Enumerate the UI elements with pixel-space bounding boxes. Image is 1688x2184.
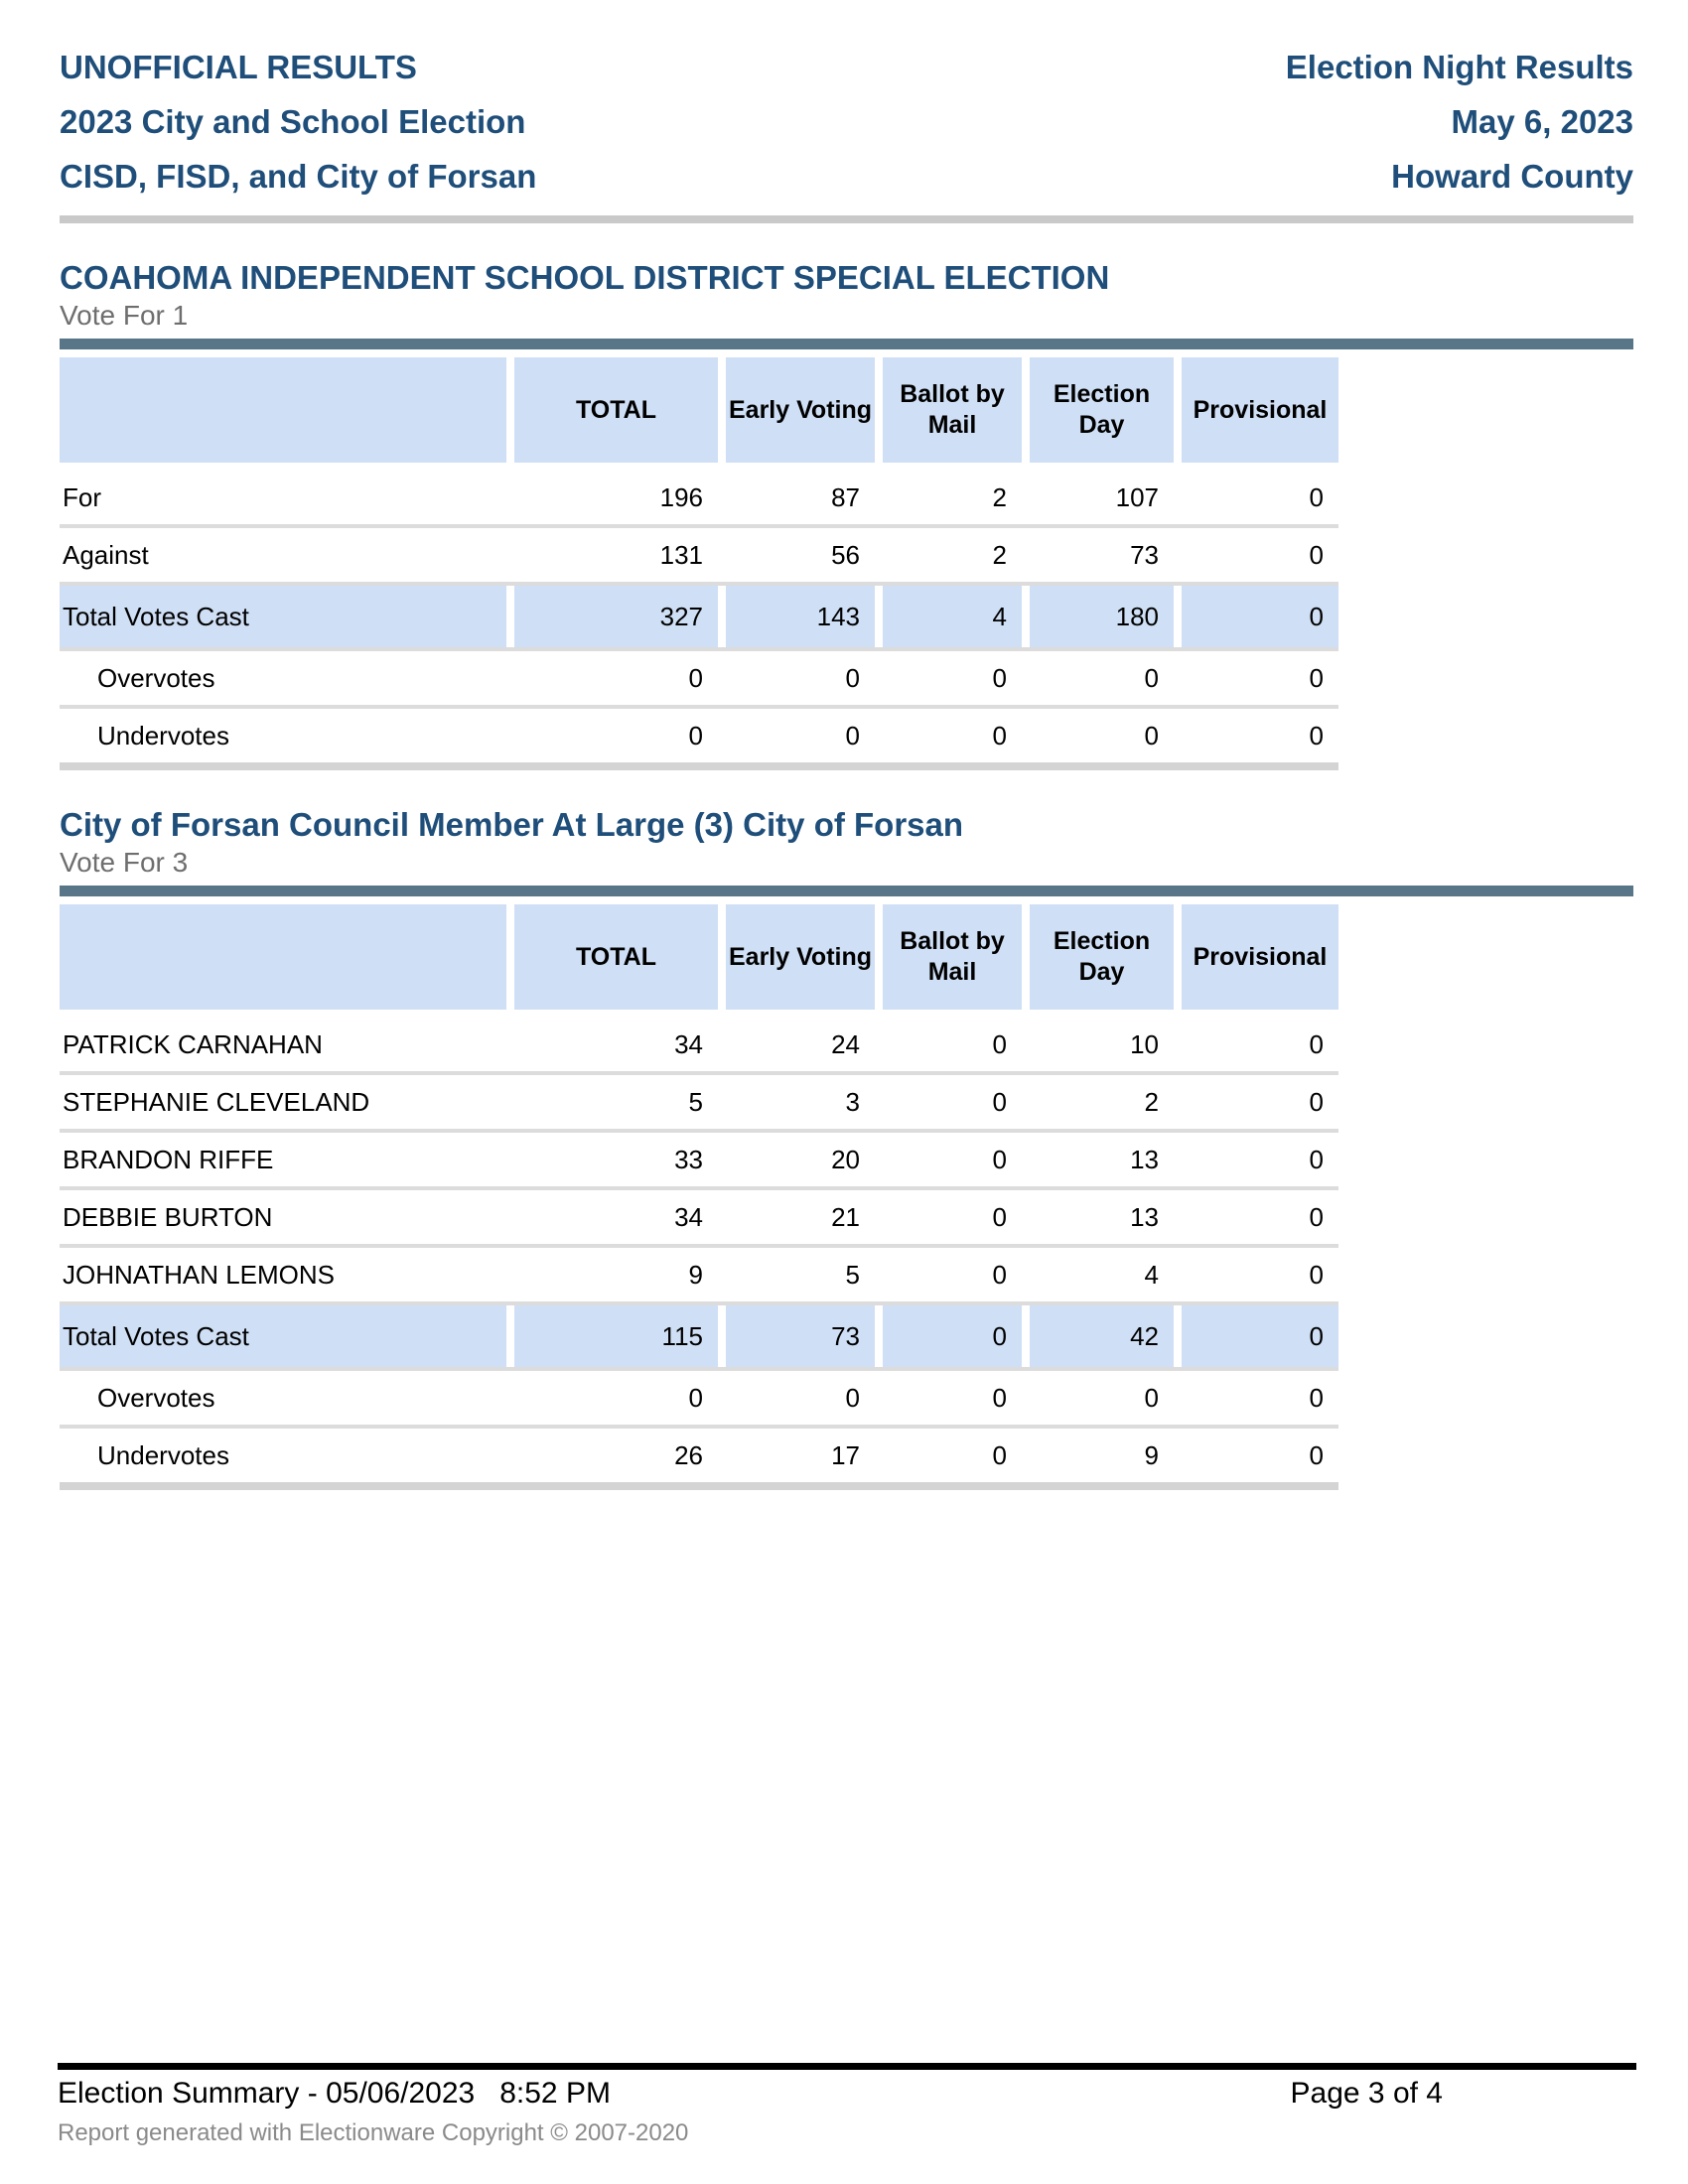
table-row-overvotes [60, 651, 1338, 709]
report-header [60, 40, 1633, 204]
table-row-total-votes-cast [60, 586, 1338, 651]
header-divider [60, 215, 1633, 223]
cell-early-voting: 21 [831, 1201, 860, 1232]
cell-ballot-by-mail: 0 [992, 1259, 1007, 1290]
row-label: Overvotes [97, 1382, 215, 1413]
cell-election-day: 0 [1144, 662, 1159, 693]
cell-total: 131 [659, 539, 703, 570]
table-row-for [60, 471, 1338, 528]
cell-ballot-by-mail: 0 [992, 1382, 1007, 1413]
cell-election-day: 180 [1030, 586, 1174, 647]
table-row-undervotes [60, 1429, 1338, 1490]
report-footer [58, 2063, 1636, 2147]
header-right-line-2: May 6, 2023 [1451, 103, 1633, 140]
cell-ballot-by-mail: 0 [992, 1201, 1007, 1232]
cell-early-voting: 17 [831, 1439, 860, 1470]
row-label: Undervotes [97, 720, 229, 751]
cell-election-day: 0 [1144, 1382, 1159, 1413]
cell-election-day: 10 [1130, 1028, 1159, 1059]
row-label: STEPHANIE CLEVELAND [63, 1086, 370, 1117]
col-header-election-day: Election Day [1030, 904, 1174, 1010]
table-row-undervotes [60, 709, 1338, 770]
row-label: Total Votes Cast [60, 586, 506, 647]
table-row-candidate [60, 1190, 1338, 1248]
cell-ballot-by-mail: 0 [992, 1086, 1007, 1117]
cell-total: 196 [659, 481, 703, 512]
contest-section-1 [60, 259, 1633, 770]
cell-ballot-by-mail: 0 [883, 1305, 1022, 1367]
footer-summary: Election Summary - 05/06/2023 8:52 PM [58, 2077, 611, 2110]
cell-provisional: 0 [1309, 1144, 1324, 1174]
col-header-spacer [60, 904, 506, 1010]
cell-ballot-by-mail: 0 [992, 720, 1007, 751]
col-header-spacer [60, 357, 506, 463]
vote-for-label: Vote For 3 [60, 847, 189, 878]
cell-ballot-by-mail: 0 [992, 1028, 1007, 1059]
cell-election-day: 4 [1144, 1259, 1159, 1290]
cell-provisional: 0 [1309, 1086, 1324, 1117]
cell-early-voting: 3 [845, 1086, 860, 1117]
cell-ballot-by-mail: 0 [992, 1144, 1007, 1174]
cell-provisional: 0 [1309, 1028, 1324, 1059]
cell-ballot-by-mail: 0 [992, 1439, 1007, 1470]
cell-provisional: 0 [1309, 662, 1324, 693]
row-label: For [63, 481, 101, 512]
col-header-provisional: Provisional [1182, 904, 1338, 1010]
results-table [60, 904, 1338, 1490]
header-right [1286, 40, 1633, 204]
footer-copyright: Report generated with Electionware Copyright © 2007-2020 [58, 2119, 689, 2146]
cell-ballot-by-mail: 4 [883, 586, 1022, 647]
cell-election-day: 9 [1144, 1439, 1159, 1470]
cell-election-day: 73 [1130, 539, 1159, 570]
cell-early-voting: 0 [845, 1382, 860, 1413]
cell-ballot-by-mail: 0 [992, 662, 1007, 693]
col-header-provisional: Provisional [1182, 357, 1338, 463]
header-right-line-1: Election Night Results [1285, 49, 1633, 85]
cell-early-voting: 56 [831, 539, 860, 570]
table-header-row [60, 357, 1338, 463]
cell-total: 34 [674, 1201, 703, 1232]
cell-total: 0 [688, 720, 703, 751]
cell-ballot-by-mail: 2 [992, 481, 1007, 512]
cell-provisional: 0 [1309, 720, 1324, 751]
footer-row [58, 2077, 1636, 2111]
cell-provisional: 0 [1309, 1201, 1324, 1232]
row-label: Total Votes Cast [60, 1305, 506, 1367]
col-header-total: TOTAL [514, 357, 718, 463]
cell-total: 5 [688, 1086, 703, 1117]
vote-for-label: Vote For 1 [60, 300, 189, 331]
cell-provisional: 0 [1309, 1259, 1324, 1290]
table-row-against [60, 528, 1338, 586]
contest-section-2 [60, 806, 1633, 1490]
table-row-total-votes-cast [60, 1305, 1338, 1371]
cell-election-day: 2 [1144, 1086, 1159, 1117]
cell-early-voting: 20 [831, 1144, 860, 1174]
contest-title: City of Forsan Council Member At Large (3) City of Forsan [60, 806, 964, 843]
row-label: DEBBIE BURTON [63, 1201, 273, 1232]
cell-early-voting: 0 [845, 720, 860, 751]
col-header-early-voting: Early Voting [726, 357, 875, 463]
col-header-early-voting: Early Voting [726, 904, 875, 1010]
header-left-line-1: UNOFFICIAL RESULTS [60, 49, 417, 85]
cell-election-day: 107 [1115, 481, 1159, 512]
table-row-candidate [60, 1248, 1338, 1305]
cell-total: 33 [674, 1144, 703, 1174]
cell-election-day: 42 [1030, 1305, 1174, 1367]
table-row-candidate [60, 1075, 1338, 1133]
header-left-line-2: 2023 City and School Election [60, 103, 526, 140]
row-label: Overvotes [97, 662, 215, 693]
table-row-overvotes [60, 1371, 1338, 1429]
cell-early-voting: 143 [726, 586, 875, 647]
cell-election-day: 13 [1130, 1201, 1159, 1232]
row-label: BRANDON RIFFE [63, 1144, 274, 1174]
cell-early-voting: 87 [831, 481, 860, 512]
cell-election-day: 0 [1144, 720, 1159, 751]
cell-total: 327 [514, 586, 718, 647]
cell-total: 34 [674, 1028, 703, 1059]
col-header-ballot-by-mail: Ballot by Mail [883, 357, 1022, 463]
results-table [60, 357, 1338, 770]
cell-early-voting: 0 [845, 662, 860, 693]
row-label: Undervotes [97, 1439, 229, 1470]
cell-provisional: 0 [1309, 1382, 1324, 1413]
cell-election-day: 13 [1130, 1144, 1159, 1174]
table-row-candidate [60, 1133, 1338, 1190]
cell-provisional: 0 [1182, 1305, 1338, 1367]
row-label: PATRICK CARNAHAN [63, 1028, 323, 1059]
table-row-candidate [60, 1018, 1338, 1075]
table-header-row [60, 904, 1338, 1010]
col-header-ballot-by-mail: Ballot by Mail [883, 904, 1022, 1010]
contest-title: COAHOMA INDEPENDENT SCHOOL DISTRICT SPECIAL ELECTION [60, 259, 1110, 296]
page-number: Page 3 of 4 [1290, 2077, 1443, 2110]
header-left [60, 40, 536, 204]
cell-provisional: 0 [1182, 586, 1338, 647]
cell-early-voting: 24 [831, 1028, 860, 1059]
cell-early-voting: 73 [726, 1305, 875, 1367]
row-label: Against [63, 539, 149, 570]
header-right-line-3: Howard County [1391, 158, 1633, 195]
cell-provisional: 0 [1309, 481, 1324, 512]
section-divider-bar [60, 339, 1633, 349]
col-header-total: TOTAL [514, 904, 718, 1010]
cell-total: 0 [688, 662, 703, 693]
section-divider-bar [60, 886, 1633, 896]
cell-total: 26 [674, 1439, 703, 1470]
cell-provisional: 0 [1309, 539, 1324, 570]
cell-total: 0 [688, 1382, 703, 1413]
cell-total: 115 [514, 1305, 718, 1367]
cell-total: 9 [688, 1259, 703, 1290]
cell-ballot-by-mail: 2 [992, 539, 1007, 570]
cell-provisional: 0 [1309, 1439, 1324, 1470]
footer-divider [58, 2063, 1636, 2070]
row-label: JOHNATHAN LEMONS [63, 1259, 335, 1290]
cell-early-voting: 5 [845, 1259, 860, 1290]
header-left-line-3: CISD, FISD, and City of Forsan [60, 158, 537, 195]
col-header-election-day: Election Day [1030, 357, 1174, 463]
